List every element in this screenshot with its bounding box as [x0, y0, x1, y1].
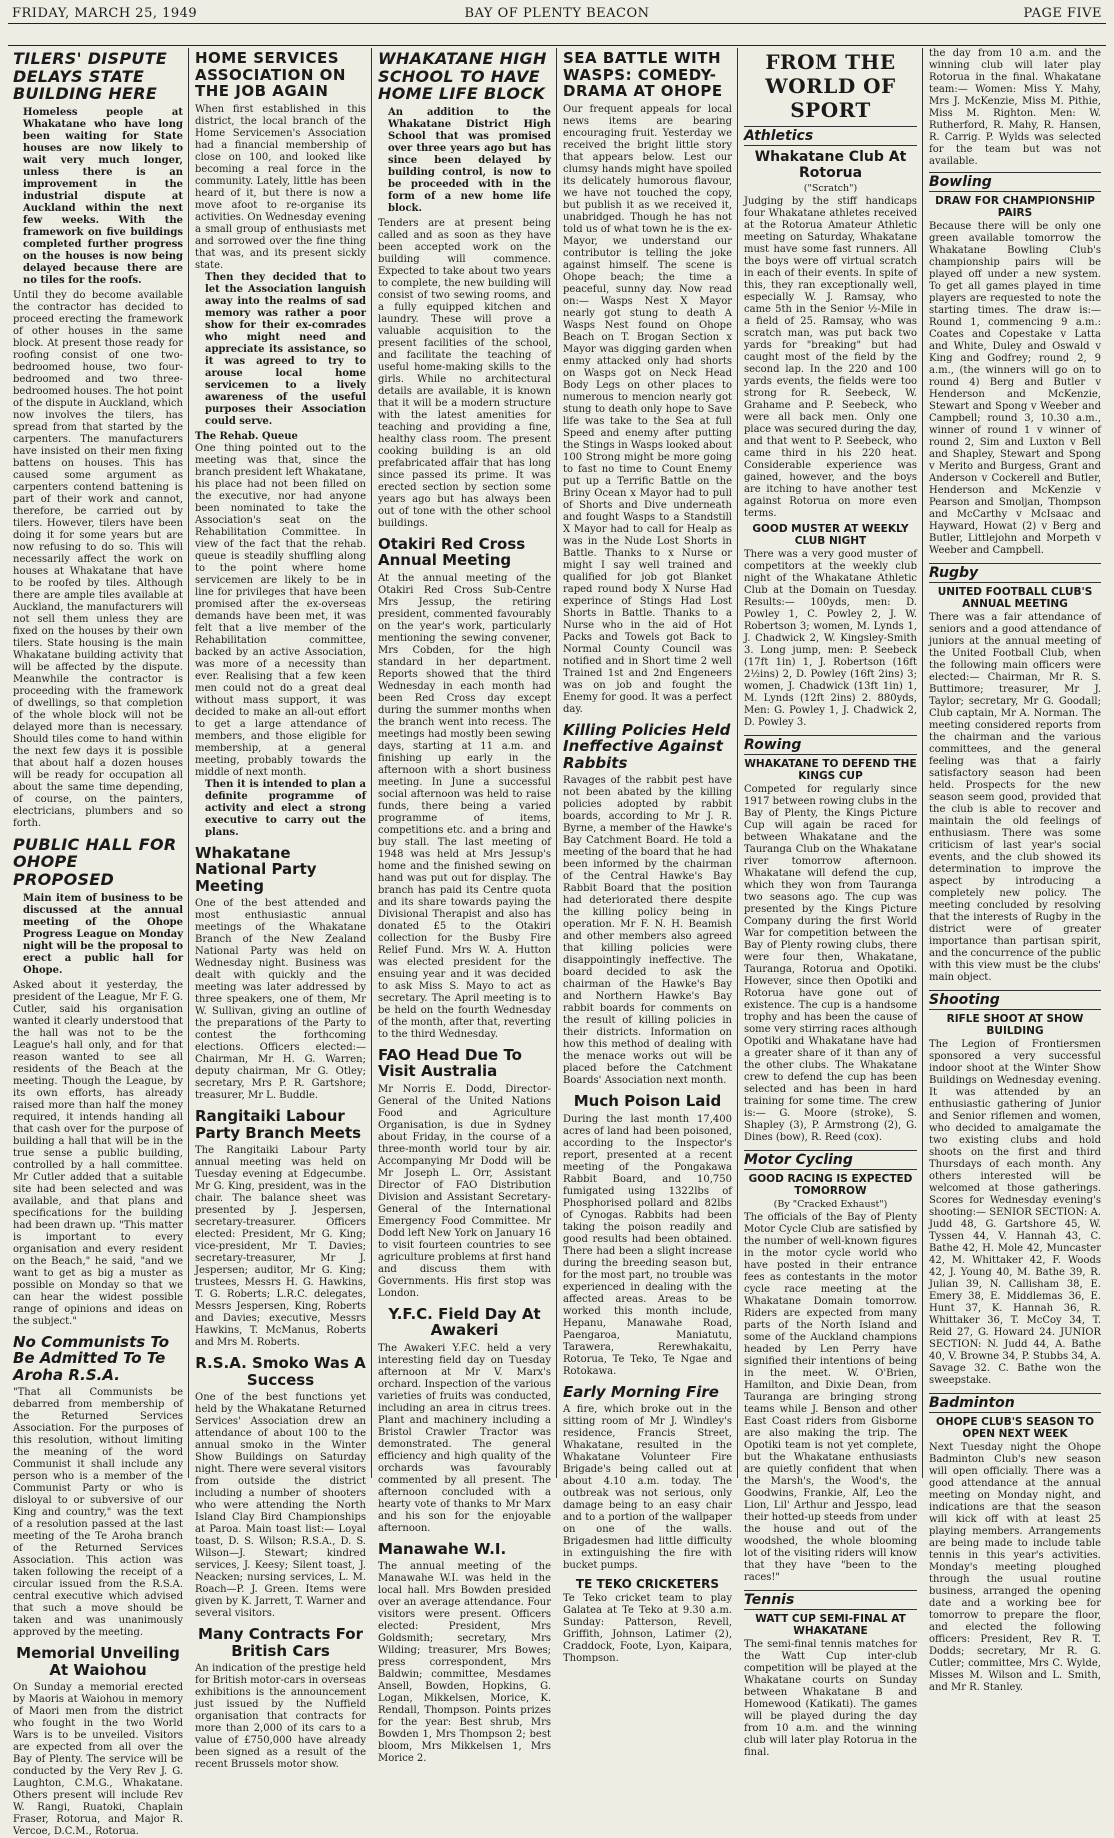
headline: Killing Policies Held Ineffective Against Rabbits — [563, 720, 731, 772]
column-1 — [8, 48, 188, 1838]
column-divider — [737, 48, 738, 1478]
article-body: The semi-final tennis matches for the Watt Cup inter-club competition will be played at the Whakatane courts on Sunday between Whakatane B and Homewood (Katikati). The games will be played during the day from 10 a.m. and the winning club will later play Rotorua in the final. — [744, 1639, 917, 1758]
lede: Homeless people at Whakatane who have long been waiting for State houses are now likely to wait very much longer, unless there is an improvement in the industrial dispute at Auckland within the next few weeks. With the framework on five buildings completed further progress on the houses is now being delayed because there are no tiles for the roofs. — [23, 106, 183, 286]
sport-badminton — [929, 1393, 1101, 1694]
headline: TE TEKO CRICKETERS — [575, 1577, 720, 1591]
article-body: Tenders are at present being called and as soon as they have been accepted work on the building will commence. Expected to take about two years to complete, the new building will consist of two sewing rooms, and a fully equipped kitchen and laundry. These will prove a valuable acquisition to the present facilities of the school, and facilitate the teaching of useful home-making skills to the girls. While no architectural details are available, it is known that it will be a modern structure with the latest amenities for teaching and providing a fine, healthy class room. The present cooking building is an old prefabricated affair that has long since passed its prime. It was erected section by section some years ago but has always been out of tone with the other school buildings. — [378, 217, 551, 529]
sport-rowing — [744, 735, 917, 1144]
headline: WATT CUP SEMI-FINAL AT WHAKATANE — [755, 1613, 906, 1637]
section-label: Motor Cycling — [744, 1150, 917, 1170]
article-manawahe-wi — [378, 1541, 551, 1766]
headline: Much Poison Laid — [573, 1092, 722, 1110]
sport-banner: FROM THE WORLD OF SPORT — [765, 50, 896, 122]
article-british-cars — [195, 1626, 366, 1771]
headline: TILERS' DISPUTE DELAYS STATE BUILDING HERE — [13, 49, 168, 104]
column-divider — [922, 48, 923, 1478]
section-label: Rugby — [929, 563, 1101, 583]
article-yfc-field-day — [378, 1306, 551, 1535]
article-fao-head — [378, 1047, 551, 1300]
masthead-rule-lower — [8, 45, 1106, 46]
article-body: Until they do become available the contractor has decided to proceed erecting the framework of other houses in the same block. At present those ready for roofing consist of one two-bedroomed house, two four-bedroomed and two three-bedroomed houses. The hot point of the dispute in Auckland, which now involves the tilers, has spread from that started by the carpenters. The manufacturers have insisted on their men fixing battens on houses. This has caused some argument as carpenters contend battening is part of their work and cannot, therefore, be carried out by tilers. However, tilers have been doing it for some years but are now refusing to do so. This will necessarily affect the work on houses at Whakatane that have to be roofed by tiles. Although there are ample tiles available at Auckland, the manufacturers will not sell them unless they are fixed on the houses by their own tilers. State housing is the main Whakatane building activity that will be affected by the dispute. Meanwhile the contractor is proceeding with the framework of dwellings, so that completion of the whole block will not be delayed more than is necessary. Should tiles come to hand within the next few days it is possible that about half a dozen houses will be ready for occupation all about the same time depending, of course, on the painters, electricians, plumbers and so forth. — [13, 289, 183, 829]
headline: WHAKATANE TO DEFEND THE KINGS CUP — [744, 758, 917, 782]
section-label: Shooting — [929, 990, 1101, 1010]
sport-rugby — [929, 563, 1101, 984]
sport-motor-cycling — [744, 1150, 917, 1584]
masthead-rule — [8, 23, 1106, 24]
section-label: Rowing — [744, 735, 917, 755]
headline: R.S.A. Smoko Was A Success — [195, 1354, 366, 1389]
article-rsa-smoko — [195, 1355, 366, 1620]
headline: Early Morning Fire — [563, 1382, 719, 1401]
article-body: One of the best functions yet held by the Whakatane Returned Services' Association drew an attendance of about 100 to the annual smoko in the Winter Show Buildings on Saturday night. There were several visitors from outside the district including a number of shooters who were attending the North Island Clay Bird Championships at Paroa. Main toast list:— Loyal toast, D. S. Wilson; R.S.A., D. S. Wilson—J. Stewart; kindred services, J. Keesy; Silent toast, J. Neacken; nursing services, L. M. Roach—P. J. Green. Items were given by K. Jarrett, T. Warner and several visitors. — [195, 1392, 366, 1619]
article-body: Asked about it yesterday, the president of the League, Mr F. G. Cutler, said his organisation wanted it clearly understood that the hall was not to be the League's hall only, and for that reason wanted to see all residents of the Beach at the meeting. Though the League, by its own efforts, has already raised more than half the money required, it intends handing all that cash over for the purpose of building a hall that will be in the true sense a public building, controlled by a hall committee. Mr Cutler added that a suitable site had been selected and was available, and that plans and specifications for the building had been drawn up. "This matter is important to every organisation and every resident on the Beach," he said, "and we want to get as big a muster as possible on Monday so that we can hear the widest possible range of opinions and ideas on the subject." — [13, 979, 183, 1327]
article-tilers-dispute — [13, 50, 183, 830]
article-sea-battle — [563, 50, 732, 716]
article-body: One thing pointed out to the meeting was that, since the branch president left Whakatane, his place had not been filled on the executive, nor had anyone been nominated to take the Association's seat on the Rehabilitation Committee. In view of the fact that the rehab. queue is steadily shuffling along to the point where home servicemen are likely to be in line for privileges that have been promised after the ex-overseas demands have been met, it was felt that a live member of the Rehabilitation committee, backed by an active Association, was more of a necessity than ever. Realising that a few keen men could not do a great deal without mass support, it was decided to make an all-out effort to get a large attendance of members, and those eligible for membership, at a general meeting, probably towards the middle of next month. — [195, 442, 366, 778]
headline: Whakatane Club At Rotorua — [754, 149, 907, 181]
article-body: Mr Norris E. Dodd, Director-General of the United Nations Food and Agriculture Organisation, is due in Sydney about Friday, in the course of a three-month world tour by air. Accompanying Mr Dodd will be Mr Joseph L. Orr, Assistant Director of FAO Distribution Division and Assistant Secretary-General of the International Emergency Food Committee. Mr Dodd left New York on January 16 to visit fourteen countries to see agriculture problems at first hand and discuss them with Governments. His first stop was London. — [378, 1083, 551, 1299]
headline: GOOD MUSTER AT WEEKLY CLUB NIGHT — [752, 523, 909, 547]
article-high-school — [378, 50, 551, 530]
tennis-continued: the day from 10 a.m. and the winning club will later play Rotorua in the final. Whakatane team:— Women: Miss Y. Mahy, Mrs J. McKenzie, Miss M. Pithie, Miss M. Righton. Men: W. Rutherford, R. Mahy, R. Hansen, R. Carrig. P. Wylds was selected for the team but was not available. — [929, 48, 1101, 167]
article-body: At the annual meeting of the Otakiri Red Cross Sub-Centre Mrs Jessup, the retiring president, commented favourably on the year's work, particularly mentioning the sewing convener, Mrs Cobden, for the high standard in her department. Reports showed that the third Wednesday in each month had been Red Cross day except during the summer months when the branch went into recess. The meetings had mostly been sewing days, starting at 11 a.m. and finishing up early in the afternoon with a short business meeting. In June a successful social afternoon was held to raise funds, there being a varied programme of items, competitions etc. and a bring and buy stall. The last meeting of 1948 was held at Mrs Jessup's home and the finished sewing on hand was put out for display. The branch has paid its Centre quota and its share towards paying the Divisional Therapist and also has donated £5 to the Otakiri collection for the Busby Fire Relief Fund. Mrs W. A. Hutton was elected president for the ensuing year and it was decided to ask Miss S. Mayo to act as secretary. The April meeting is to be held on the fourth Wednesday of the month, after that, reverting to the third Wednesday. — [378, 572, 551, 1040]
article-body: The officials of the Bay of Plenty Motor Cycle Club are satisfied by the number of well-known figures in the motor cycle world who have posted in their entrance fees as contestants in the motor cycle race meeting at the Whakatane Domain tomorrow. Riders are expected from many parts of the North Island and some of the Auckland champions headed by Len Perry have signified their intentions of being in the meet. W. O'Brien, Hamilton, and Dixie Dean, from Tauranga are bringing strong teams while J. Benson and other East Coast riders from Gisborne are also making the trip. The Opotiki team is not yet complete, but the Whakatane enthusiasts are quietly confident that when the Marsh's, the Wood's, the Goodwins, Frankie, Alf, Leo the Lion, Lil' Arthur and Jesspo, lead their hotted-up steeds from under the house and out of the woodshed, the whole blooming lot of the visiting riders will know that they have "been to the races!" — [744, 1212, 917, 1583]
headline: OHOPE CLUB'S SEASON TO OPEN NEXT WEEK — [935, 1416, 1095, 1440]
headline: Manawahe W.I. — [378, 1539, 507, 1558]
article-body: Te Teko cricket team to play Galatea at Te Teko at 9.30 a.m. Sunday: Patterson, Revell, Griffith, Johnson, Latimer (2), Craddock, Foote, Lyon, Kaipara, Thompson. — [563, 1593, 732, 1665]
sport-shooting — [929, 990, 1101, 1387]
subhead: The Rehab. Queue — [195, 430, 298, 442]
article-body: Because there will be only one green available tomorrow the Whakatane Bowling Club's championship pairs will be played off under a new system. To get all games played in time players are requested to note the starting times. The draw is:— Round 1, commencing 9 a.m.: Coates and Copestake v Latta and White, Duley and Oswald v King and Godfrey; round 2, 9 a.m., (the winners will go on to round 4) Berg and Butler v Henderson and McKenzie, Stewart and Spong v Weeber and Campbell; round 3, 10.30 a.m., winner of round 1 v winner of round 2, Sim and Luxton v Bell and Shapley, Stewart and Spong v Merito and Burgess, Grant and Anderson v Cockerell and Butler, Henderson and McKenzie v Pearson and Smoljan, Thompson and McCarthy v McIsaac and Hayward, Howat (2) v Berg and Butler, Littlejohn and Morpeth v Weeber and Campbell. — [929, 221, 1101, 556]
lede: Then they decided that to let the Association languish away into the realms of sad memory was rather a poor show for their ex-comrades who might need and appreciate its assistance, so it was agreed to try to arouse local home servicemen to a lively awareness of the useful purposes their Association could serve. — [205, 271, 366, 427]
article-red-cross — [378, 536, 551, 1041]
headline: Whakatane National Party Meeting — [195, 843, 317, 895]
headline: PUBLIC HALL FOR OHOPE PROPOSED — [13, 834, 177, 889]
article-home-services — [195, 50, 366, 839]
article-body: There was a fair attendance of seniors and a good attendance of juniors at the annual meeting of the United Football Club, when the following main officers were elected:— Chairman, Mr R. S. Buttimore; treasurer, Mr J. Taylor; secretary, Mr G. Goodall; Club captain, Mr A. Norman. The meeting considered reports from the chairman and the various committees, and the general feeling was that a fairly satisfactory season had been held. Prospects for the new season seem good, provided that the club is able to recover and maintain the old feelings of enthusiasm. There was some criticism of last year's social events, and the club showed its determination to improve the aspect by introducing a completely new policy. The meeting concluded by resolving that the interests of Rugby in the district were of greater importance than partisan spirit, and the concurrence of the public with this view must be the clubs' main object. — [929, 612, 1101, 983]
article-body: There was a very good muster of competitors at the weekly club night of the Whakatane Athletic Club at the Domain on Tuesday. Results:— 100yds, men: D. Powley 1, C. Powley 2, J. W. Robertson 3; women, M. Lynds 1, J. Chadwick 2, W. Kingsley-Smith 3. Long jump, men: P. Seebeck (17ft 1in) 1, J. Robertson (16ft 2½ins) 2, D. Powley (16ft 2ins) 3; women, J. Chadwick (13ft 1in) 1, M. Lynds (12ft 2ins) 2. 880yds, Men: G. Powley 1, J. Chadwick 2, D. Powley 3. — [744, 549, 917, 728]
sport-athletics — [744, 126, 917, 729]
article-public-hall — [13, 836, 183, 1328]
headline: UNITED FOOTBALL CLUB'S ANNUAL MEETING — [937, 586, 1093, 610]
headline: RIFLE SHOOT AT SHOW BUILDING — [946, 1013, 1084, 1037]
lede: An addition to the Whakatane District High School that was promised over three years ago but has since been delayed by building control, is now to be proceeded with in the form of a new home life block. — [388, 106, 551, 214]
article-body: One of the best attended and most enthusiastic annual meetings of the Whakatane Branch of the New Zealand National Party was held on Wednesday night. Business was dealt with quickly and the meeting was later addressed by three speakers, one of them, Mr W. Sullivan, giving an outline of the preparations of the Party to contest the forthcoming elections. Officers elected:— Chairman, Mr H. G. Warren; deputy chairman, Mr G. Otley; secretary, Mrs P. R. Gartshore; treasurer, Mr L. Buddle. — [195, 898, 366, 1101]
headline: SEA BATTLE WITH WASPS: COMEDY-DRAMA AT OHOPE — [563, 49, 723, 100]
article-body: The Awakeri Y.F.C. held a very interesting field day on Tuesday afternoon at Mr V. Marx's orchard. Inspection of the various varieties of fruits was conducted, including an area in citrus trees. Plant and machinery including a Bristol Crawler Tractor was demonstrated. The general efficiency and high quality of the orchards was favourably commented by all present. The afternoon concluded with a hearty vote of thanks to Mr Marx and his son for the enjoyable afternoon. — [378, 1342, 551, 1534]
article-body: The Rangitaiki Labour Party annual meeting was held on Tuesday evening at Edgecumbe. Mr G. King, president, was in the chair. The balance sheet was presented by J. Jespersen, secretary-treasurer. Officers elected: President, Mr G. King; vice-president, Mr T. Davies; secretary-treasurer, Mr J. Jespersen; auditor, Mr G. King; trustees, Messrs H. G. Hawkins, T. G. Roberts; L.R.C. delegates, Messrs Jespersen, King, Roberts and Davies; executive, Messrs Hawkins, T. McManus, Roberts and Mrs M. Roberts. — [195, 1145, 366, 1348]
article-body: Next Tuesday night the Ohope Badminton Club's new season will open officially. There was a good attendance at the annual meeting on Monday night, and indications are that the season will kick off with at least 25 playing members. Arrangements are being made to include table tennis in this year's activities. Monday's meeting ploughed through the usual routine business, arranged the opening date and a working bee for tomorrow to prepare the floor, and elected the following officers: President, Rev R. T. Dodds; secretary, Mr R. G. Cutler; committee, Mrs C. Wylde, Misses M. Wilson and L. Smith, and Mr R. Stanley. — [929, 1442, 1101, 1693]
article-much-poison — [563, 1093, 732, 1378]
article-te-teko-cricketers — [563, 1578, 732, 1665]
article-body: "That all Communists be debarred from membership of the Returned Services Association. For the purposes of this resolution, without limiting the meaning of the word Communist it shall include any person who is a member of the Communist Party or who is disloyal to or subversive of our King and country," was the text of a resolution passed at the last meeting of the Te Aroha branch of the Returned Services Association. This action was taken following the receipt of a circular issued from the R.S.A. central executive which advised that such a move should be taken and was unanimously approved by the meeting. — [13, 1387, 183, 1639]
column-3 — [373, 48, 556, 1765]
article-body: The annual meeting of the Manawahe W.I. was held in the local hall. Mrs Bowden presided over an average attendance. Four visitors were present. Officers elected: President, Mrs Goldsmith; secretary, Mrs Wilding; treasurer, Mrs Bowes; press correspondent, Mrs Baldwin; committee, Mesdames Ansell, Bowden, Hopkins, G. Logan, Mikkelsen, Morice, K. Rendall, Thompson. Points prizes for the year: Best shrub, Mrs Bowden 1, Mrs Thompson 2; best bloom, Mrs Mikkelsen 1, Mrs Morice 2. — [378, 1561, 551, 1765]
headline: No Communists To Be Admitted To Te Aroha R.S.A. — [13, 1332, 170, 1384]
section-label: Bowling — [929, 172, 1101, 192]
article-killing-policies — [563, 722, 732, 1088]
headline: FAO Head Due To Visit Australia — [378, 1045, 522, 1081]
byline: ("Scratch") — [803, 183, 858, 194]
byline: (By "Cracked Exhaust") — [773, 1199, 888, 1210]
article-body: Judging by the stiff handicaps four Whakatane athletes received at the Rotorua Amateur Athletic meeting on Saturday, Whakatane must have some fast runners. All the boys were off virtual scratch in each of their events. In spite of this, they ran exceptionally well, especially W. J. Ramsay, who came 5th in the Senior ½-Mile in a field of 25. Ramsay, who was scratch man, was put back two yards for "breaking" but had caught most of the field by the second lap. In the 220 and 100 yards events, the fields were too strong for R. Seebeck, W. Grahame and P. Seebeck, who were all back men. Only one place was secured during the day, and that went to P. Seebeck, who came third in his 220 heat. Considerable experience was gained, however, and the boys are itching to have another test against Rotorua on more even terms. — [744, 196, 917, 519]
headline: Otakiri Red Cross Annual Meeting — [378, 534, 526, 570]
headline: Many Contracts For British Cars — [198, 1625, 363, 1660]
column-2 — [190, 48, 371, 1770]
page-number: PAGE FIVE — [1023, 6, 1102, 21]
article-body: A fire, which broke out in the sitting room of Mr J. Windley's residence, Francis Street, Whakatane, resulted in the Whakatane Volunteer Fire Brigade's being called out at about 4.10 a.m. today. The outbreak was not serious, only damage being to an easy chair and to a portion of the wallpaper on one of the walls. Brigadesmen had little difficulty in extinguishing the fire with bucket pumps. — [563, 1404, 732, 1571]
headline: DRAW FOR CHAMPIONSHIP PAIRS — [935, 195, 1095, 219]
article-body: When first established in this district, the local branch of the Home Servicemen's Association had a financial membership of close on 100, and looked like becoming a real force in the community. Lately, little has been heard of it, but there is now a move afoot to re-organise its activities. On Wednesday evening a small group of enthusiasts met and sorrowed over the fine thing that was, and its present sickly state. — [195, 103, 366, 271]
article-body: The Legion of Frontiersmen sponsored a very successful indoor shoot at the Winter Show Buildings on Wednesday evening. It was attended by an enthusiastic gathering of Junior and Senior riflemen and women, who decided to amalgamate the two existing clubs and hold shoots on the first and third Thursdays of each month. Any others interested will be welcomed at those gatherings. Scores for Wednesday evening's shooting:— SENIOR SECTION: A. Judd 48, G. Gartshore 45, W. Tyssen 44, V. Hannah 43, C. Bathe 42, H. Mole 42, Muncaster 42, M. Whittaker 42, F. Woods 42, J. Young 40, M. Bathe 39, R. Julian 39, N. Callisham 38, E. Emery 38, E. Middlemas 36, E. Hunt 37, K. Hannah 36, R. Whittaker 36, T. McCoy 34, T. Reid 27, G. Howard 24. JUNIOR SECTION: N. Judd 44, A. Bathe 40, V. Browne 34, P. Stubbs 34, A. Savage 32. C. Bathe won the sweepstake. — [929, 1039, 1101, 1386]
headline: Memorial Unveiling At Waiohou — [16, 1644, 180, 1679]
article-body: Our frequent appeals for local news items are bearing encouraging fruit. Yesterday we received the bright little story that appears below. Lest our clumsy hands might have spoiled its delicately humorous flavour, we have not touched the copy, but publish it as we received it, unabridged. Though he has not told us of what town he is the ex-Mayor, we understand our contributor is telling the joke against himself. The scene is Ohope beach; the time a peaceful, sunny day. Now read on:— Wasps Nest X Mayor nearly got stung to death A Wasps Nest found on Ohope Beach on T. Brogan Section x Mayor was digging garden when enmy attacked only had shorts on Wasps got on Neck Head Body Legs on other places to numerous to mencion nearly got stung to death only hope to Save life was take to the Sea at full Speed and enemy after putting the Stings in Wasps looked about 100 Strong might be more going to fast no time to Count Enemy put up a Terrific Battle on the Briny Ocean x Mayor had to pull of Shorts and Dive underneath and fought Wasps to a Standstill X Mayor had to call for Healp as was in the Nude Lost Shorts in Battle. Thanks to x Nurse or might I say well trained and qualified for job got Blanket raped round body X Nurse Had experince of Stings Had Lost Shorts in Battle. Thanks to a Nurse who in the aid of Hot Packs and Towels got Back to Normal County Council was notified and in Short time 2 well Trained 1st and 2nd Engeneers was on job and fought the Enemy for good. It was a perfect day. — [563, 103, 732, 715]
article-body: On Sunday a memorial erected by Maoris at Waiohou in memory of Maori men from the district who fought in the two World Wars is to be unveiled. Visitors are expected from all over the Bay of Plenty. The service will be conducted by the Very Rev J. G. Laughton, C.M.G., Whakatane. Others present will include Rev W. Rangi, Ruatoki, Chaplain Fraser, Rotorua, and Major R. Vercoe, D.C.M., Rotorua. — [13, 1682, 183, 1838]
issue-date: FRIDAY, MARCH 25, 1949 — [12, 6, 198, 21]
section-label: Badminton — [929, 1393, 1101, 1413]
headline: GOOD RACING IS EXPECTED TOMORROW — [748, 1173, 913, 1197]
paper-title: BAY OF PLENTY BEACON — [464, 6, 650, 21]
article-national-party — [195, 845, 366, 1103]
article-early-fire — [563, 1384, 732, 1573]
sport-bowling — [929, 172, 1101, 557]
article-body: During the last month 17,400 acres of land had been poisoned, according to the Inspector's report, presented at a recent meeting of the Pongakawa Rabbit Board, and 10,750 fumigated using 1322lbs of Phosphorised pollard and 82lbs of Cynogas. Rabbits had been taking the poison readily and good results had been obtained. There had been a slight increase during the breeding season but, for the most part, no trouble was experienced in dealing with the affected areas. Areas to be worked this month include, Hepanu, Manawahe Road, Paengaroa, Maniatutu, Tarawera, Rerewhakaitu, Rotorua, Te Teko, Te Ngae and Rotokawa. — [563, 1113, 732, 1377]
article-no-communists — [13, 1334, 183, 1640]
article-labour-party — [195, 1108, 366, 1349]
column-5 — [739, 48, 922, 1758]
section-label: Athletics — [744, 126, 917, 146]
column-4 — [558, 48, 737, 1665]
column-divider — [188, 48, 189, 1478]
headline: WHAKATANE HIGH SCHOOL TO HAVE HOME LIFE BLOCK — [378, 49, 547, 104]
column-6 — [924, 48, 1106, 1693]
headline: Y.F.C. Field Day At Awakeri — [388, 1304, 541, 1340]
section-label: Tennis — [744, 1590, 917, 1610]
column-divider — [371, 48, 372, 1478]
sport-tennis — [744, 1590, 917, 1759]
article-body: Ravages of the rabbit pest have not been abated by the killing policies adopted by rabbit boards, according to Mr J. R. Byrne, a member of the Hawke's Bay Catchment Board. He told a meeting of the board that he had been informed by the chairman of the Central Hawke's Bay Rabbit Board that the position had deteriorated there despite the killing policy being in operation. Mr F. N. H. Beamish and other members also agreed that killing policies were disappointingly ineffective. The board decided to ask the chairman of the Hawke's Bay and Northern Hawke's Bay rabbit boards for comments on the result of killing policies in their districts. Information on how this method of dealing with the menace works out will be placed before the Catchment Boards' Association next month. — [563, 775, 732, 1086]
headline: HOME SERVICES ASSOCIATION ON THE JOB AGAIN — [195, 49, 346, 100]
headline: Rangitaiki Labour Party Branch Meets — [195, 1107, 362, 1142]
column-divider — [556, 48, 557, 1478]
article-body: Competed for regularly since 1917 between rowing clubs in the Bay of Plenty, the Kings Picture Cup will again be raced for between Whakatane and the Tauranga Club on the Whakatane river tomorrow afternoon. Whakatane will defend the cup, which they won from Tauranga two seasons ago. The cup was presented by the Kings Picture Company during the first World War for competition between the Bay of Plenty rowing clubs, there were four then, Whakatane, Tauranga, Rotorua and Opotiki. However, since then Opotiki and Rotorua have gone out of existence. The cup is a handsome trophy and has been the cause of some very stirring races although Opotiki and Whakatane have had a greater share of it than any of the other clubs. The Whakatane crew to defend the cup has been selected and has been in hard training for some time. The crew is:— G. Moore (stroke), S. Shapley (3), P. Armstrong (2), G. Dines (bow), R. Reed (cox). — [744, 784, 917, 1143]
article-memorial-unveiling — [13, 1645, 183, 1838]
lede: Then it is intended to plan a definite programme of activity and elect a strong executive to carry out the plans. — [205, 778, 366, 838]
lede: Main item of business to be discussed at the annual meeting of the Ohope Progress League on Monday night will be the proposal to erect a public hall for Ohope. — [23, 892, 183, 976]
article-body: An indication of the prestige held for British motor-cars in overseas exhibitions is the announcement just issued by the Nuffield organisation that contracts for more than 2,000 of its cars to a value of £750,000 have already been signed as a result of the recent Brussels motor show. — [195, 1663, 366, 1770]
